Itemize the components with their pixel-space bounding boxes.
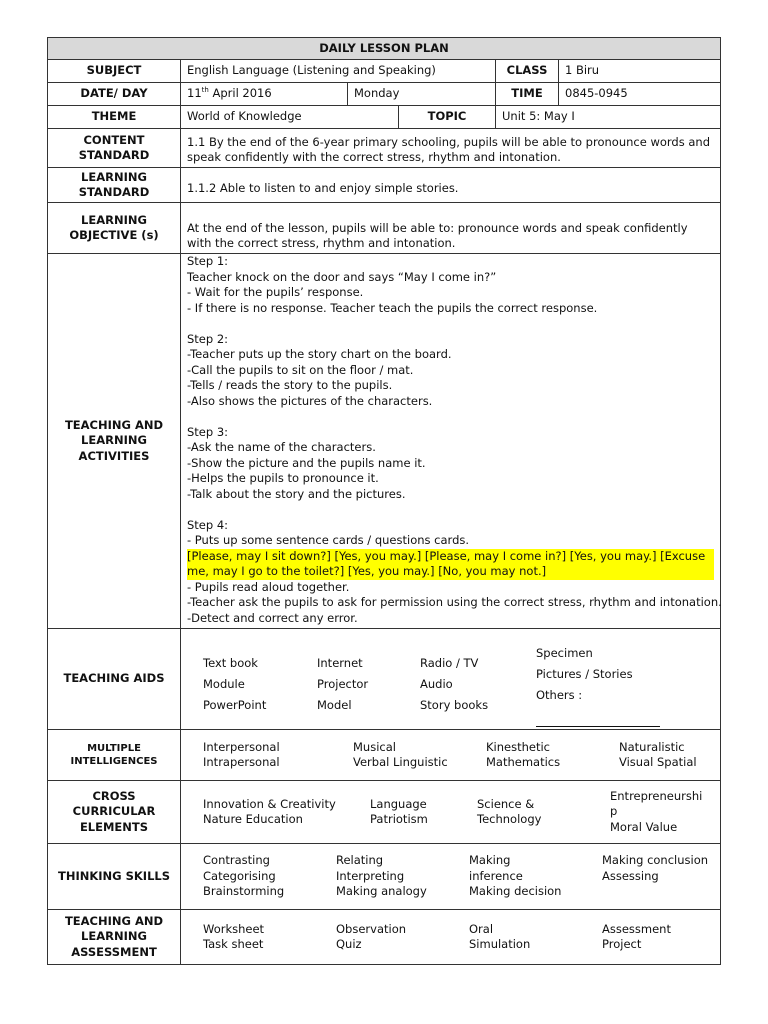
aid-item: Specimen xyxy=(536,645,593,660)
weekday-value: Monday xyxy=(348,83,496,106)
aid-item: Module xyxy=(203,676,245,691)
learning-standard-label xyxy=(48,168,181,203)
thinking-skills-grid xyxy=(203,853,714,900)
label-line: ASSESSMENT xyxy=(71,944,157,959)
multiple-intelligences-row xyxy=(48,730,721,781)
theme-row xyxy=(48,106,721,129)
assessment-item: Observation xyxy=(336,921,407,936)
topic-value: Unit 5: May I xyxy=(496,106,721,129)
step4-line: - Pupils read aloud together. xyxy=(187,579,350,594)
lesson-plan-sheet xyxy=(47,37,720,965)
skill-item: Categorising xyxy=(203,868,276,883)
subject-row xyxy=(48,60,721,83)
aids-column xyxy=(536,643,714,716)
multiple-intelligences-content xyxy=(181,730,721,781)
skill-item: Contrasting xyxy=(203,853,270,868)
aid-item: PowerPoint xyxy=(203,697,267,712)
step4-line: -Teacher ask the pupils to ask for permission using the correct stress, rhythm and intonation. xyxy=(187,595,722,609)
date-value xyxy=(181,83,348,106)
cross-curricular-row xyxy=(48,781,721,844)
time-value: 0845-0945 xyxy=(559,83,721,106)
step2-line: -Also shows the pictures of the characters. xyxy=(187,393,433,408)
assessment-item: Task sheet xyxy=(203,937,264,951)
cce-item: Entrepreneurshi xyxy=(610,788,703,803)
cross-curricular-grid xyxy=(203,789,714,836)
teaching-aids-label: TEACHING AIDS xyxy=(48,629,181,730)
content-standard-value: 1.1 By the end of the 6-year primary schooling, pupils will be able to pronounce words and speak confidently with the correct stress, rhythm and intonation. xyxy=(181,129,721,168)
intelligence-item: Kinesthetic xyxy=(486,739,550,754)
activities-content xyxy=(181,254,721,629)
step2-line: -Call the pupils to sit on the floor / mat. xyxy=(187,362,414,377)
cross-curricular-label xyxy=(48,781,181,844)
date-month-year: April 2016 xyxy=(208,86,272,101)
class-label: CLASS xyxy=(496,60,559,83)
intelligences-grid xyxy=(203,740,714,771)
aid-item: Audio xyxy=(420,676,453,691)
label-line: OBJECTIVE (s) xyxy=(69,228,159,242)
cce-item: Moral Value xyxy=(610,819,678,834)
learning-standard-value: 1.1.2 Able to listen to and enjoy simple stories. xyxy=(181,168,721,203)
skill-item: Assessing xyxy=(602,868,659,883)
learning-objective-label xyxy=(48,203,181,254)
step1-line: - If there is no response. Teacher teach the pupils the correct response. xyxy=(187,300,598,315)
subject-value: English Language (Listening and Speaking) xyxy=(181,60,496,83)
intelligence-item: Verbal Linguistic xyxy=(353,755,448,769)
label-line: LEARNING xyxy=(81,169,147,184)
cce-item: p xyxy=(610,804,618,819)
label-line: CURRICULAR xyxy=(72,804,156,819)
topic-label: TOPIC xyxy=(399,106,496,129)
aid-item: Internet xyxy=(317,655,363,670)
label-line: MULTIPLE xyxy=(87,743,141,754)
aid-item: Pictures / Stories xyxy=(536,666,633,681)
learning-objective-row xyxy=(48,203,721,254)
label-line: CROSS xyxy=(92,788,136,803)
multiple-intelligences-label xyxy=(48,730,181,781)
cce-column xyxy=(477,797,610,828)
step2-line: -Teacher puts up the story chart on the board. xyxy=(187,347,452,361)
cross-curricular-content xyxy=(181,781,721,844)
aids-column xyxy=(203,643,317,716)
assessment-item: Assessment xyxy=(602,921,671,936)
class-value: 1 Biru xyxy=(559,60,721,83)
cce-item: Patriotism xyxy=(370,812,428,826)
aid-item: Radio / TV xyxy=(420,655,479,670)
aid-item: Story books xyxy=(420,697,489,712)
skill-item: Making xyxy=(469,853,511,868)
highlighted-sentence-cards: [Please, may I sit down?] [Yes, you may.] [Please, may I come in?] [Yes, you may.] [Excuse xyxy=(187,549,714,565)
content-standard-label xyxy=(48,129,181,168)
time-label: TIME xyxy=(496,83,559,106)
assessment-grid xyxy=(203,922,714,953)
assessment-label xyxy=(48,910,181,965)
cce-item: Science & xyxy=(477,796,535,811)
step1-line: Step 1: xyxy=(187,254,229,268)
subject-label: SUBJECT xyxy=(48,60,181,83)
assessment-column xyxy=(203,922,336,953)
cce-item: Language xyxy=(370,796,427,811)
assessment-column xyxy=(469,922,602,953)
spacer xyxy=(187,316,714,332)
step3-line: -Helps the pupils to pronounce it. xyxy=(187,471,379,485)
step3-line: Step 3: xyxy=(187,424,229,439)
activities-row xyxy=(48,254,721,629)
highlighted-sentence-cards: me, may I go to the toilet?] [Yes, you may.] [No, you may not.] xyxy=(187,564,714,580)
cce-item: Innovation & Creativity xyxy=(203,796,336,811)
label-line: INTELLIGENCES xyxy=(70,756,158,767)
step1-line: Teacher knock on the door and says “May I come in?” xyxy=(187,269,497,284)
intelligence-item: Naturalistic xyxy=(619,739,685,754)
label-line: LEARNING xyxy=(81,929,147,944)
cce-item: Technology xyxy=(477,812,542,826)
aid-item: Projector xyxy=(317,676,369,691)
thinking-skills-label: THINKING SKILLS xyxy=(48,844,181,910)
assessment-column xyxy=(602,922,714,953)
assessment-item: Simulation xyxy=(469,937,531,951)
cce-column xyxy=(203,797,370,828)
assessment-item: Worksheet xyxy=(203,921,265,936)
skills-column xyxy=(203,853,336,900)
others-blank xyxy=(536,706,714,712)
learning-objective-value: At the end of the lesson, pupils will be able to: pronounce words and speak confidently with the correct stress, rhythm and intonation. xyxy=(181,203,721,254)
page-title: DAILY LESSON PLAN xyxy=(48,38,721,60)
aids-column xyxy=(317,643,420,716)
skill-item: Making decision xyxy=(469,884,562,899)
skill-item: Relating xyxy=(336,853,384,868)
theme-label: THEME xyxy=(48,106,181,129)
intelligence-item: Visual Spatial xyxy=(619,755,697,769)
thinking-skills-content xyxy=(181,844,721,910)
label-line: STANDARD xyxy=(78,185,150,199)
skills-column xyxy=(336,853,469,900)
step3-line: -Talk about the story and the pictures. xyxy=(187,486,406,501)
others-underline xyxy=(536,715,660,727)
intelligence-item: Interpersonal xyxy=(203,739,280,754)
step1-line: - Wait for the pupils’ response. xyxy=(187,285,364,299)
theme-value: World of Knowledge xyxy=(181,106,399,129)
thinking-skills-row xyxy=(48,844,721,910)
date-day-number: 11 xyxy=(187,86,202,101)
aid-item: Text book xyxy=(203,655,258,670)
skill-item: Interpreting xyxy=(336,868,405,883)
label-line: ELEMENTS xyxy=(79,819,149,834)
assessment-item: Oral xyxy=(469,921,494,936)
aid-item: Others : xyxy=(536,687,583,702)
label-line: TEACHING AND xyxy=(64,417,164,432)
step2-line: Step 2: xyxy=(187,331,229,346)
lesson-plan-table xyxy=(47,37,721,965)
assessment-content xyxy=(181,910,721,965)
step3-line: -Ask the name of the characters. xyxy=(187,440,376,454)
teaching-aids-grid xyxy=(203,643,714,716)
spacer xyxy=(187,502,714,518)
content-standard-row xyxy=(48,129,721,168)
label-line: LEARNING xyxy=(81,433,147,448)
cce-column xyxy=(610,789,714,836)
step3-line: -Show the picture and the pupils name it. xyxy=(187,455,426,470)
date-row xyxy=(48,83,721,106)
step4-line: - Puts up some sentence cards / questions cards. xyxy=(187,533,470,547)
learning-standard-row xyxy=(48,168,721,203)
activities-label xyxy=(48,254,181,629)
step2-line: -Tells / reads the story to the pupils. xyxy=(187,378,393,392)
cce-item: Nature Education xyxy=(203,812,303,826)
step4-line: Step 4: xyxy=(187,517,229,532)
date-label: DATE/ DAY xyxy=(48,83,181,106)
intelligence-item: Mathematics xyxy=(486,755,561,769)
aids-column xyxy=(420,643,536,716)
assessment-item: Quiz xyxy=(336,937,362,951)
label-line: ACTIVITIES xyxy=(78,448,150,463)
label-line: STANDARD xyxy=(78,148,150,162)
teaching-aids-content xyxy=(181,629,721,730)
assessment-column xyxy=(336,922,469,953)
intelligence-item: Intrapersonal xyxy=(203,755,280,769)
date-suffix: th xyxy=(201,86,209,95)
intelligence-item: Musical xyxy=(353,739,396,754)
label-line: LEARNING xyxy=(81,212,147,227)
spacer xyxy=(187,409,714,425)
skill-item: inference xyxy=(469,868,523,883)
skill-item: Brainstorming xyxy=(203,884,285,899)
cce-column xyxy=(370,797,477,828)
skill-item: Making analogy xyxy=(336,884,427,899)
skill-item: Making conclusion xyxy=(602,853,709,868)
step4-line: -Detect and correct any error. xyxy=(187,610,358,625)
aid-item: Model xyxy=(317,697,352,712)
skills-column xyxy=(602,853,714,900)
teaching-aids-row xyxy=(48,629,721,730)
skills-column xyxy=(469,853,602,900)
assessment-item: Project xyxy=(602,937,642,951)
label-line: CONTENT xyxy=(83,132,145,147)
assessment-row xyxy=(48,910,721,965)
label-line: TEACHING AND xyxy=(64,913,164,928)
